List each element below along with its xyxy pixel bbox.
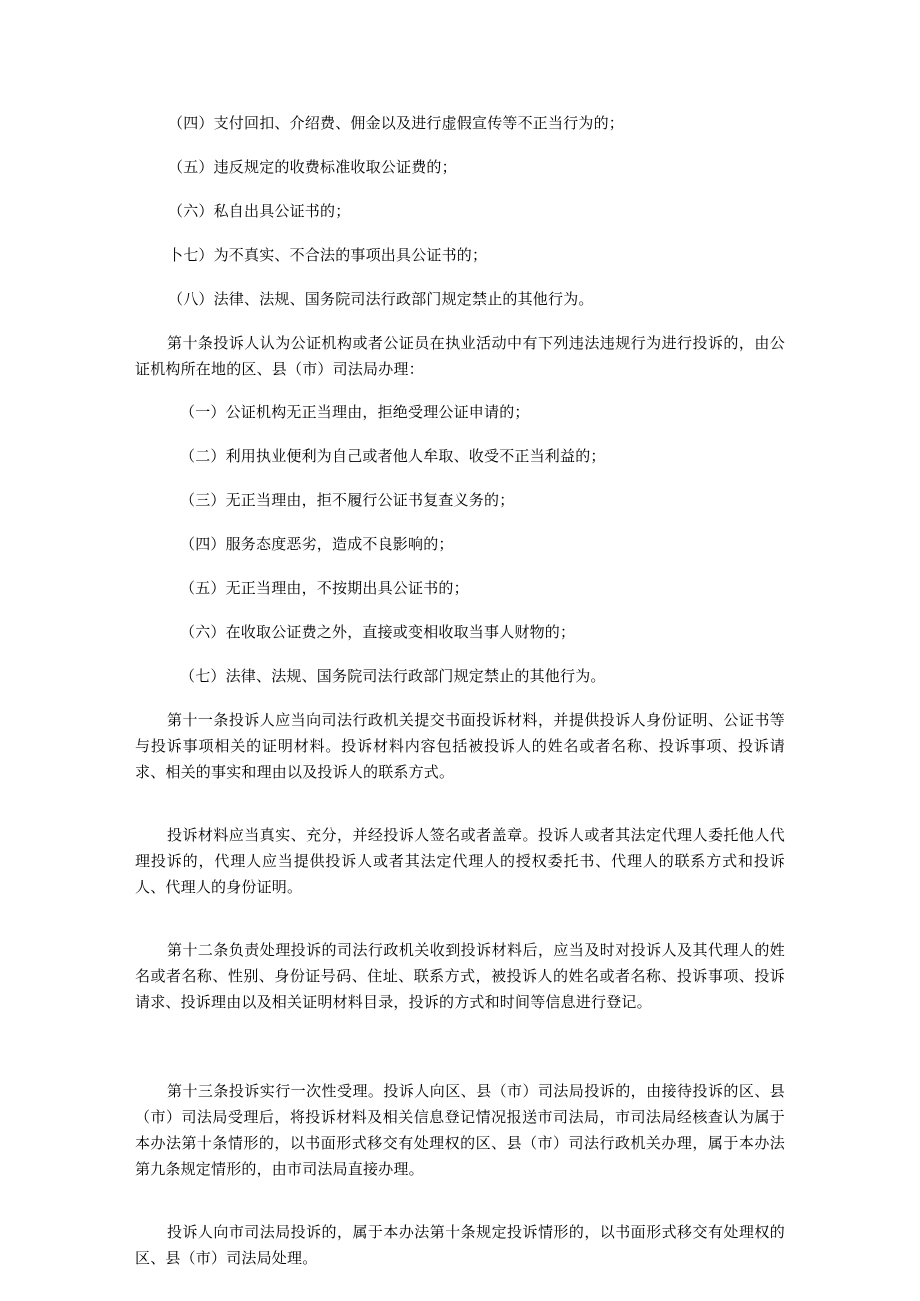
list-item: （八）法律、法规、国务院司法行政部门规定禁止的其他行为。	[168, 290, 594, 308]
article-11: 第十一条投诉人应当向司法行政机关提交书面投诉材料，并提供投诉人身份证明、公证书等与投诉事项相关的证明材料。投诉材料内容包括被投诉人的姓名或者名称、投诉事项、投诉请求、相关的事实和理由以及投诉人的联系方式。	[135, 711, 785, 781]
list-item: （四）服务态度恶劣，造成不良影响的；	[180, 535, 454, 553]
list-item: （七）法律、法规、国务院司法行政部门规定禁止的其他行为。	[180, 667, 606, 685]
list-item: （六）私自出具公证书的；	[168, 202, 351, 220]
article-10: 第十条投诉人认为公证机构或者公证员在执业活动中有下列违法违规行为进行投诉的，由公证机构所在地的区、县（市）司法局办理：	[135, 334, 785, 378]
article-13: 第十三条投诉实行一次性受理。投诉人向区、县（市）司法局投诉的，由接待投诉的区、县（市）司法局受理后，将投诉材料及相关信息登记情况报送市司法局，市司法局经核查认为属于本办法第十条情形的，以书面形式移交有处理权的区、县（市）司法行政机关办理，属于本办法第九条规定情形的，由市司法局直接办理。	[135, 1082, 785, 1178]
article-12: 第十二条负责处理投诉的司法行政机关收到投诉材料后，应当及时对投诉人及其代理人的姓名或者名称、性别、身份证号码、住址、联系方式，被投诉人的姓名或者名称、投诉事项、投诉请求、投诉理由以及相关证明材料目录，投诉的方式和时间等信息进行登记。	[135, 941, 785, 1011]
list-item: （五）违反规定的收费标准收取公证费的；	[168, 158, 457, 176]
list-item: （一）公证机构无正当理由，拒绝受理公证申请的；	[180, 403, 530, 421]
list-item: （四）支付回扣、介绍费、佣金以及进行虚假宣传等不正当行为的；	[168, 114, 625, 132]
list-item: （六）在收取公证费之外，直接或变相收取当事人财物的；	[180, 623, 576, 641]
article-13-paragraph-2: 投诉人向市司法局投诉的，属于本办法第十条规定投诉情形的，以书面形式移交有处理权的区、县（市）司法局处理。	[135, 1223, 785, 1267]
list-item: （五）无正当理由，不按期出具公证书的；	[180, 579, 469, 597]
list-item: （三）无正当理由，拒不履行公证书复查义务的；	[180, 491, 515, 509]
list-item: （二）利用执业便利为自己或者他人牟取、收受不正当利益的；	[180, 447, 606, 465]
list-item: 卜七）为不真实、不合法的事项出具公证书的；	[168, 246, 488, 264]
article-11-paragraph-2: 投诉材料应当真实、充分，并经投诉人签名或者盖章。投诉人或者其法定代理人委托他人代理投诉的，代理人应当提供投诉人或者其法定代理人的授权委托书、代理人的联系方式和投诉人、代理人的身份证明。	[135, 826, 785, 896]
